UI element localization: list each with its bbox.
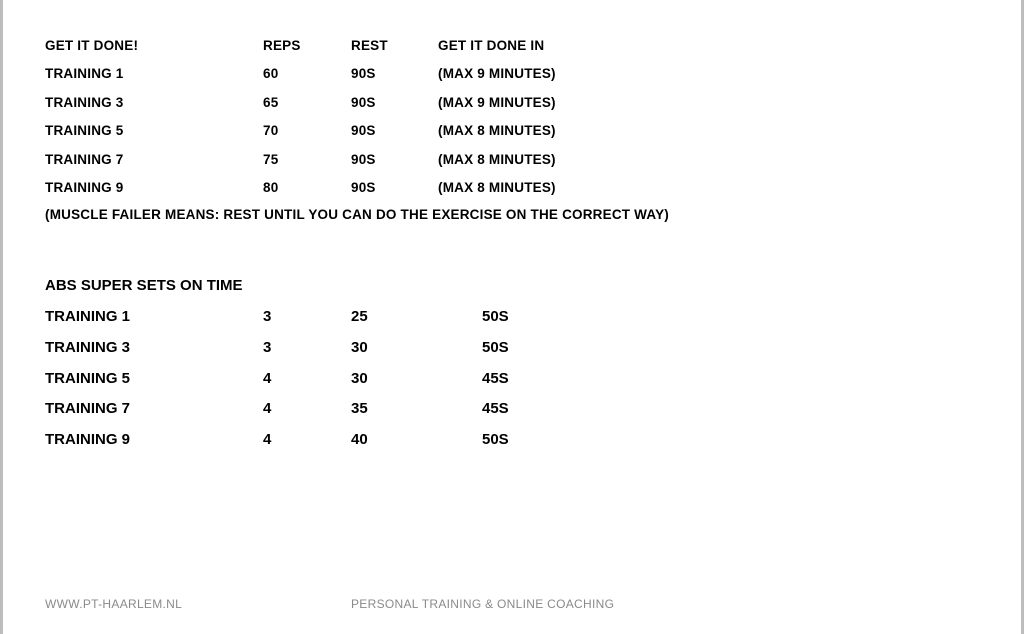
get-it-done-table [45, 30, 945, 200]
table-cell: TRAINING 7 [45, 151, 124, 167]
table-cell: 4 [263, 431, 272, 449]
header-cell: REST [351, 38, 388, 53]
table-cell: TRAINING 7 [45, 400, 131, 418]
table-cell: (MAX 9 MINUTES) [438, 66, 556, 82]
table-row [45, 300, 945, 331]
abs-section-title: ABS SUPER SETS ON TIME [45, 277, 243, 294]
table-cell: TRAINING 3 [45, 338, 131, 356]
table-cell: TRAINING 5 [45, 123, 124, 139]
page-edge-left [0, 0, 3, 634]
table-row [45, 87, 945, 115]
table-cell: 60 [263, 66, 279, 82]
table-cell: TRAINING 3 [45, 94, 124, 110]
table-cell: 50S [482, 338, 509, 356]
header-cell: GET IT DONE! [45, 38, 139, 53]
table-cell: 50S [482, 431, 509, 449]
table-cell: TRAINING 9 [45, 179, 124, 195]
table-cell: 90S [351, 151, 376, 167]
table-cell: 3 [263, 338, 272, 356]
footer-tagline: PERSONAL TRAINING & ONLINE COACHING [351, 597, 615, 611]
table-header-row [45, 30, 945, 58]
header-cell: GET IT DONE IN [438, 38, 545, 53]
table-cell: 50S [482, 308, 509, 325]
footer-website: WWW.PT-HAARLEM.NL [45, 597, 183, 611]
table-cell: (MAX 8 MINUTES) [438, 151, 556, 167]
table-row [45, 115, 945, 143]
table-cell: (MAX 8 MINUTES) [438, 123, 556, 139]
table-cell: 3 [263, 308, 272, 325]
table-cell: 75 [263, 151, 279, 167]
table-cell: TRAINING 1 [45, 66, 124, 82]
table-cell: 30 [351, 369, 368, 387]
abs-super-sets-table [45, 300, 945, 454]
table-cell: 90S [351, 94, 376, 110]
table-cell: 4 [263, 400, 272, 418]
table-cell: 90S [351, 179, 376, 195]
table-row [45, 331, 945, 362]
table-row [45, 58, 945, 86]
table-cell: 70 [263, 123, 279, 139]
table-cell: 80 [263, 179, 279, 195]
table-row [45, 172, 945, 200]
table-cell: 30 [351, 338, 368, 356]
table-cell: 45S [482, 369, 509, 387]
table-cell: 45S [482, 400, 509, 418]
table-cell: 90S [351, 123, 376, 139]
table-cell: TRAINING 5 [45, 369, 131, 387]
table-cell: (MAX 8 MINUTES) [438, 179, 556, 195]
table-cell: 35 [351, 400, 368, 418]
table-row [45, 423, 945, 454]
table-cell: 40 [351, 431, 368, 449]
table-row [45, 144, 945, 172]
muscle-failure-note: (MUSCLE FAILER MEANS: REST UNTIL YOU CAN DO THE EXERCISE ON THE CORRECT WAY) [45, 207, 669, 222]
table-row [45, 362, 945, 393]
table-cell: TRAINING 1 [45, 308, 131, 325]
table-cell: 90S [351, 66, 376, 82]
table-cell: 4 [263, 369, 272, 387]
table-row [45, 392, 945, 423]
header-cell: REPS [263, 38, 301, 53]
table-cell: TRAINING 9 [45, 431, 131, 449]
table-cell: 25 [351, 308, 368, 325]
table-cell: 65 [263, 94, 279, 110]
table-cell: (MAX 9 MINUTES) [438, 94, 556, 110]
